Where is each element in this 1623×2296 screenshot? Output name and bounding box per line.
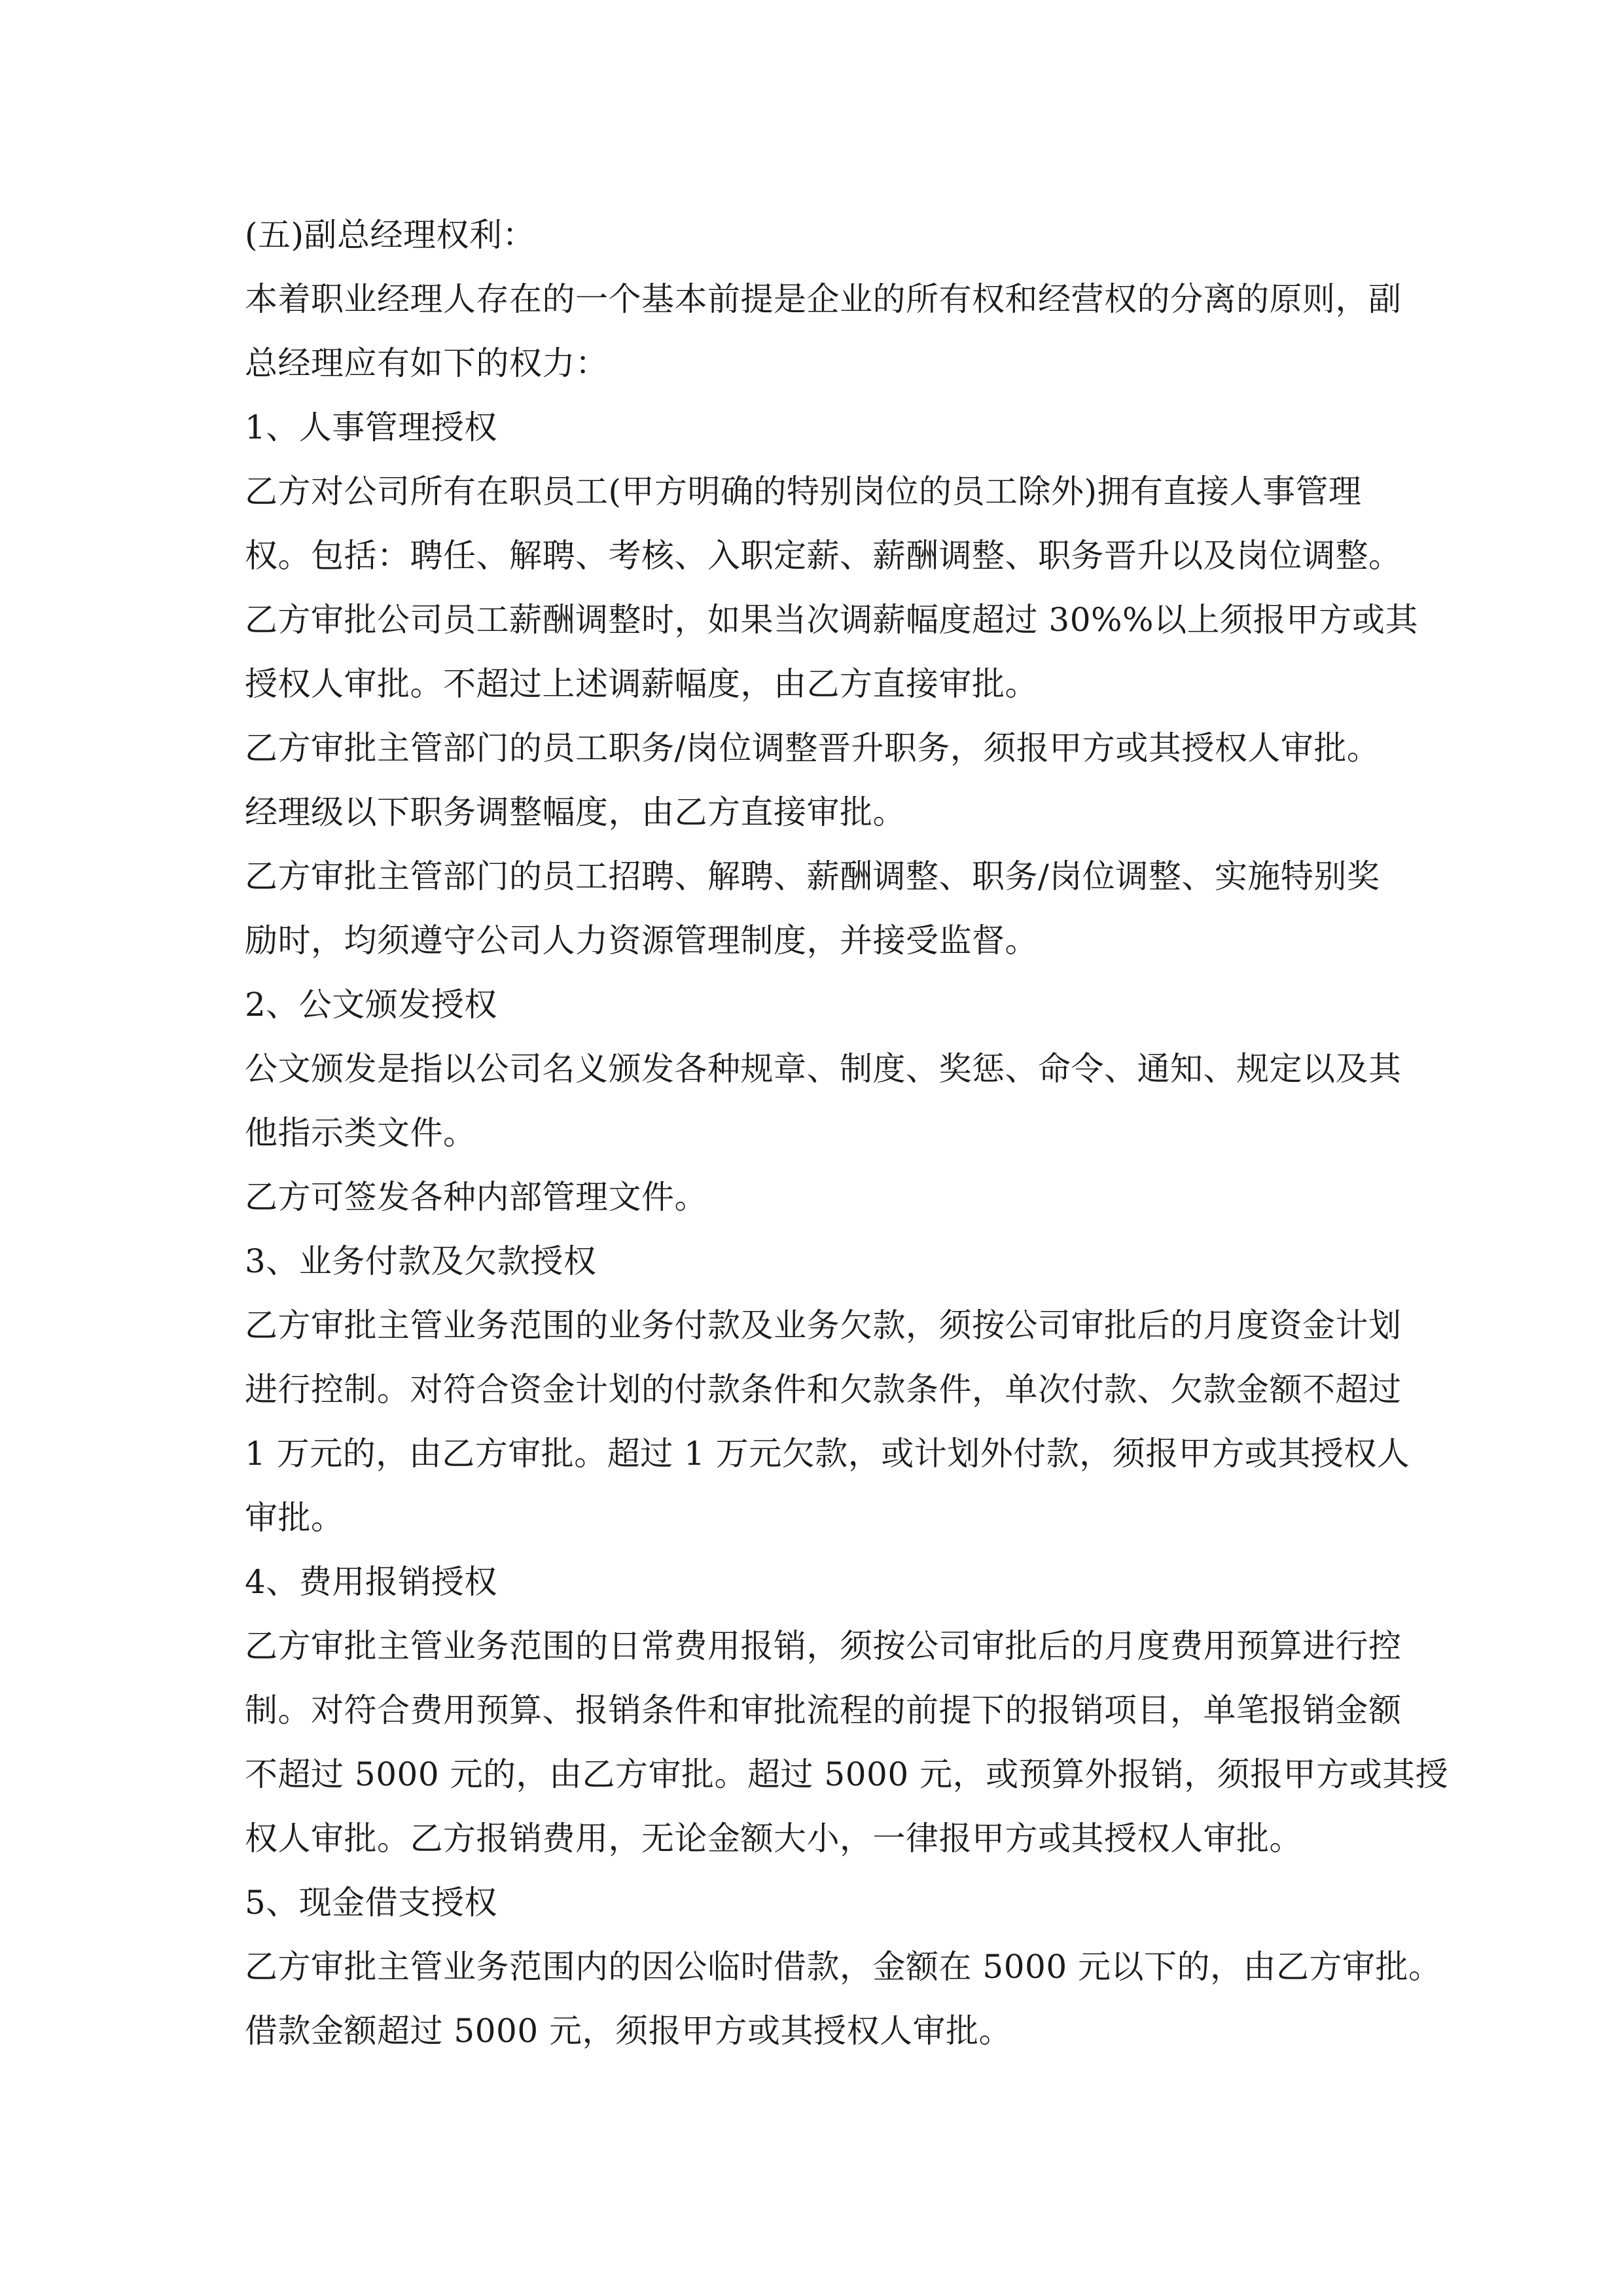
section-heading: (五)副总经理权利： (245, 216, 536, 254)
paragraph-line: 他指示类文件。 (245, 1114, 476, 1152)
subheading-cash-advance: 5、现金借支授权 (245, 1884, 497, 1922)
paragraph-line: 权人审批。乙方报销费用，无论金额大小，一律报甲方或其授权人审批。 (245, 1820, 1302, 1857)
paragraph-line: 乙方对公司所有在职员工(甲方明确的特别岗位的员工除外)拥有直接人事管理 (245, 473, 1362, 511)
subheading-documents: 2、公文颁发授权 (245, 986, 497, 1024)
paragraph-line: 进行控制。对符合资金计划的付款条件和欠款条件，单次付款、欠款金额不超过 (245, 1371, 1402, 1408)
paragraph-line: 经理级以下职务调整幅度，由乙方直接审批。 (245, 793, 906, 831)
paragraph-line: 不超过 5000 元的，由乙方审批。超过 5000 元，或预算外报销，须报甲方或其授 (245, 1755, 1449, 1793)
paragraph-line: 乙方可签发各种内部管理文件。 (245, 1178, 707, 1216)
paragraph-line: 乙方审批主管部门的员工职务/岗位调整晋升职务，须报甲方或其授权人审批。 (245, 729, 1380, 767)
document-body (245, 203, 1449, 2063)
paragraph-line: 权。包括：聘任、解聘、考核、入职定薪、薪酬调整、职务晋升以及岗位调整。 (245, 537, 1402, 575)
paragraph-line: 乙方审批主管部门的员工招聘、解聘、薪酬调整、职务/岗位调整、实施特别奖 (245, 857, 1380, 895)
paragraph-line: 审批。 (245, 1499, 344, 1537)
subheading-payments: 3、业务付款及欠款授权 (245, 1242, 597, 1280)
paragraph-line: 励时，均须遵守公司人力资源管理制度，并接受监督。 (245, 922, 1038, 960)
paragraph-line: 公文颁发是指以公司名义颁发各种规章、制度、奖惩、命令、通知、规定以及其 (245, 1050, 1402, 1088)
paragraph-line: 总经理应有如下的权力： (245, 344, 609, 382)
paragraph-line: 1 万元的，由乙方审批。超过 1 万元欠款，或计划外付款，须报甲方或其授权人 (245, 1435, 1410, 1473)
subheading-personnel: 1、人事管理授权 (245, 408, 497, 446)
subheading-expenses: 4、费用报销授权 (245, 1563, 497, 1601)
paragraph-line: 乙方审批公司员工薪酬调整时，如果当次调薪幅度超过 30%%以上须报甲方或其 (245, 601, 1419, 639)
paragraph-line: 本着职业经理人存在的一个基本前提是企业的所有权和经营权的分离的原则，副 (245, 280, 1402, 318)
paragraph-line: 乙方审批主管业务范围的日常费用报销，须按公司审批后的月度费用预算进行控 (245, 1627, 1402, 1665)
paragraph-line: 乙方审批主管业务范围的业务付款及业务欠款，须按公司审批后的月度资金计划 (245, 1306, 1402, 1344)
paragraph-line: 授权人审批。不超过上述调薪幅度，由乙方直接审批。 (245, 665, 1038, 703)
paragraph-line: 乙方审批主管业务范围内的因公临时借款，金额在 5000 元以下的，由乙方审批。 (245, 1948, 1442, 1986)
paragraph-line: 借款金额超过 5000 元，须报甲方或其授权人审批。 (245, 2012, 1012, 2050)
paragraph-line: 制。对符合费用预算、报销条件和审批流程的前提下的报销项目，单笔报销金额 (245, 1691, 1402, 1729)
